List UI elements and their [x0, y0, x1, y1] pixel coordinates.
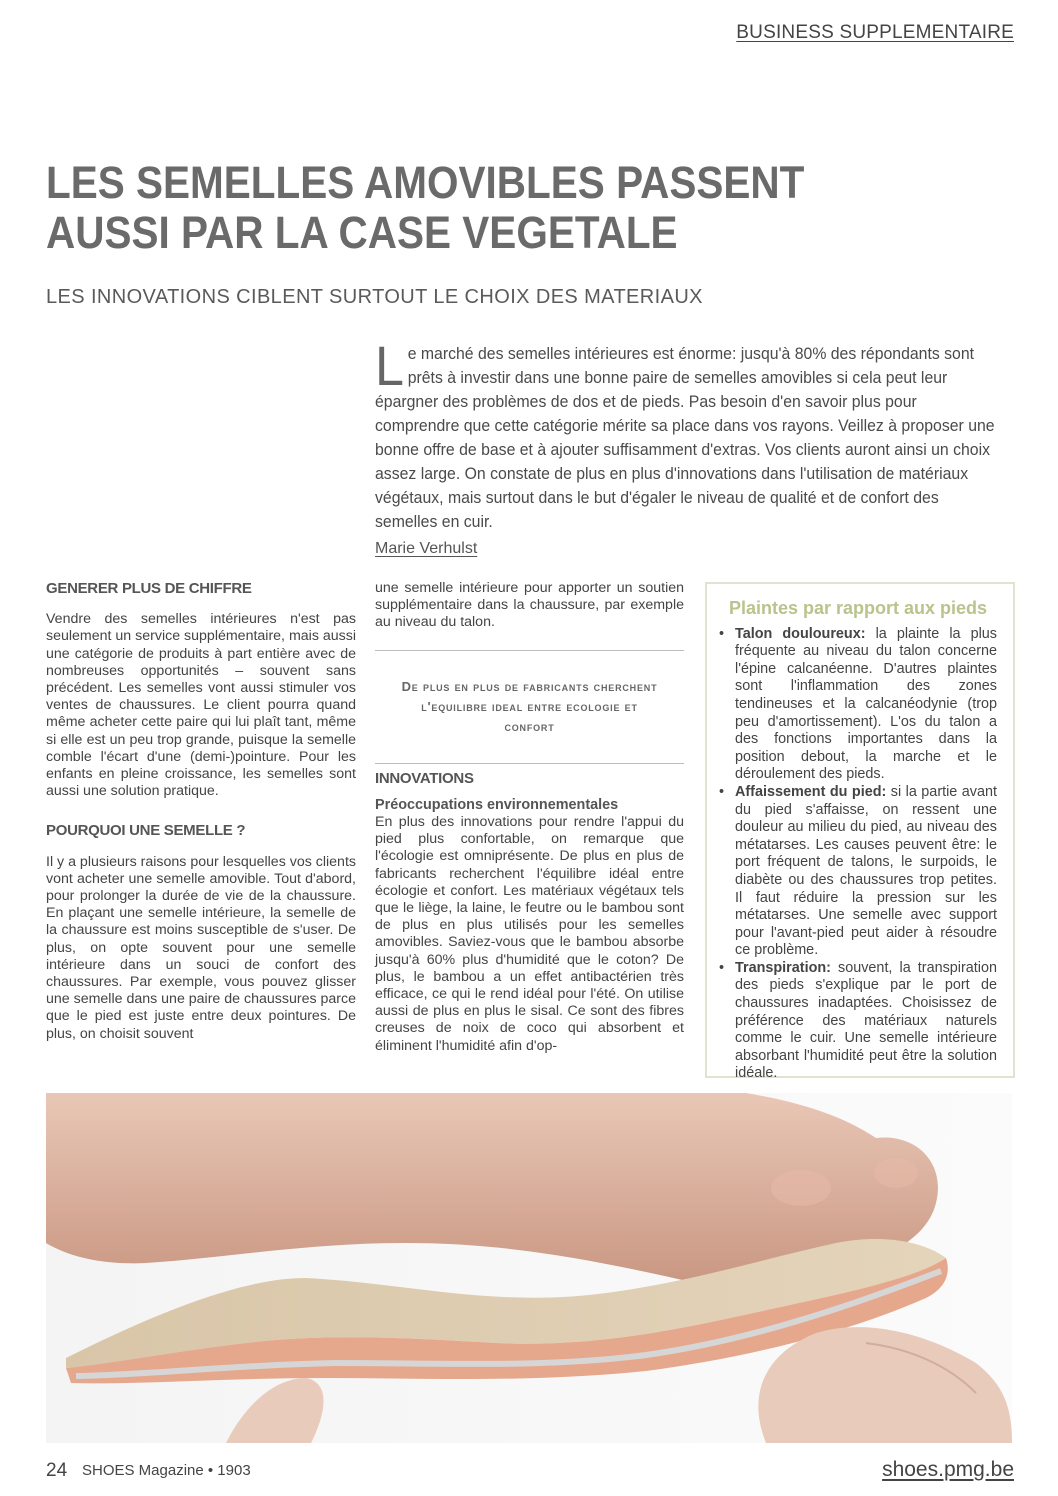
subheading: Préoccupations environnementales	[375, 796, 619, 813]
website-link[interactable]: shoes.pmg.be	[882, 1458, 1014, 1481]
paragraph: Vendre des semelles intérieures n'est pas seulement un service supplémentaire, mais aussi une catégorie de produits à part entière avec de nombreuses opportunités – souvent sans précédent. Les semelles vont aussi stimuler vos ventes de chaussures. Le client pourra quand même acheter cette paire qui lui plaît tant, même si elle est un peu trop grande, puisque la semelle comble l'écart d'une (demi-)pointure. Pour les enfants en pleine croissance, les semelles sont aussi une solution pratique.	[46, 611, 356, 800]
section-heading: POURQUOI UNE SEMELLE ?	[46, 822, 246, 840]
paragraph: Il y a plusieurs raisons pour lesquelles vos clients vont acheter une semelle amovible. Tout d'abord, pour prolonger la durée de vie de la chaussure. En plaçant une semelle intérieure, la semelle de la chaussure est moins susceptible de s'user. De plus, on opte souvent pour une semelle intérieure dans un souci de confort des chaussures. Par exemple, vous pouvez glisser une semelle dans une paire de chaussures parce que le pied est juste entre deux pointures. De plus, on choisit souvent	[46, 853, 356, 1042]
pull-quote: De plus en plus de fabricants cherchent l'equilibre ideal entre ecologie et confort	[401, 678, 658, 734]
magazine-name: SHOES Magazine • 1903	[82, 1462, 251, 1479]
article-subtitle: LES INNOVATIONS CIBLENT SURTOUT LE CHOIX DES MATERIAUX	[46, 286, 703, 308]
drop-cap: L	[375, 334, 404, 397]
complaint-list	[719, 626, 997, 1083]
sidebar-box	[705, 582, 1015, 1082]
column-middle	[375, 580, 684, 1055]
column-left	[46, 580, 356, 1043]
article-intro	[375, 334, 1005, 534]
article-title: LES SEMELLES AMOVIBLES PASSENT AUSSI PAR LA CASE VEGETALE	[46, 157, 805, 258]
list-item	[719, 960, 997, 1083]
sidebar-title: Plaintes par rapport aux pieds	[728, 598, 988, 618]
list-item-text: la plainte la plus fréquente au niveau du talon concerne l'épine calcanéenne. D'autres plaintes sont l'inflammation des zones tendineuses et la calcanéodynie (trop peu d'amortissement). L'os du talon a des fonctions importantes dans la position debout, la marche et le déroulement des pieds.	[735, 625, 997, 783]
section-heading: GENERER PLUS DE CHIFFRE	[46, 580, 252, 597]
author-byline: Marie Verhulst	[375, 540, 478, 557]
list-item	[719, 784, 997, 960]
section-heading: INNOVATIONS	[375, 769, 474, 787]
list-item-text: si la partie avant du pied s'affaisse, on ressent une douleur au milieu du pied, au niveau des métatarses. Les causes peuvent être: le port fréquent de talons, le surpoids, le diabète ou des chaussures trop petites. Il faut réduire la pression sur les métatarses. Une semelle avec support pour l'avant-pied peut aider à résoudre ce problème.	[735, 783, 997, 959]
section-label: BUSINESS SUPPLEMENTAIRE	[736, 22, 1014, 43]
list-item-term: Talon douloureux:	[735, 625, 866, 642]
page-number: 24	[46, 1460, 68, 1481]
paragraph: une semelle intérieure pour apporter un soutien supplémentaire dans la chaussure, par exemple au niveau du talon.	[375, 580, 684, 631]
list-item-term: Affaissement du pied:	[735, 783, 887, 800]
divider	[375, 650, 684, 651]
list-item	[719, 626, 997, 784]
list-item-term: Transpiration:	[735, 959, 831, 976]
intro-text: e marché des semelles intérieures est énorme: jusqu'à 80% des répondants sont prêts à investir dans une bonne paire de semelles amovibles si cela peut leur épargner des problèmes de dos et de pieds. Pas besoin d'en savoir plus pour comprendre que cette catégorie mérite sa place dans vos rayons. Veillez à proposer une bonne offre de base et à ajouter suffisamment d'extras. Vos clients auront ainsi un choix assez large. On constate de plus en plus d'innovations dans l'utilisation de matériaux végétaux, mais surtout dans le but d'égaler le niveau de qualité et de confort des semelles en cuir.	[375, 344, 995, 531]
paragraph: En plus des innovations pour rendre l'appui du pied plus confortable, on remarque que l'écologie est omniprésente. De plus en plus de fabricants recherchent l'équilibre idéal entre écologie et confort. Les matériaux végétaux tels que le liège, la laine, le feutre ou le bambou sont de plus en plus utilisés pour les semelles amovibles. Saviez-vous que le bambou absorbe jusqu'à 60% plus d'humidité que le coton? De plus, le bambou a un effet antibactérien très efficace, ce qui le rend idéal pour l'été. On utilise aussi de plus en plus le sisal. Ce sont des fibres creuses de noix de coco qui absorbent et éliminent l'humidité afin d'op-	[375, 814, 684, 1054]
divider	[375, 763, 684, 764]
list-item-text: souvent, la transpiration des pieds s'explique par le port de chaussures inadaptées. Choisissez de préférence des matériaux naturels comme le cuir. Une semelle intérieure absorbant l'humidité peut être la solution idéale.	[735, 959, 997, 1082]
insole-photo	[46, 1093, 1012, 1443]
